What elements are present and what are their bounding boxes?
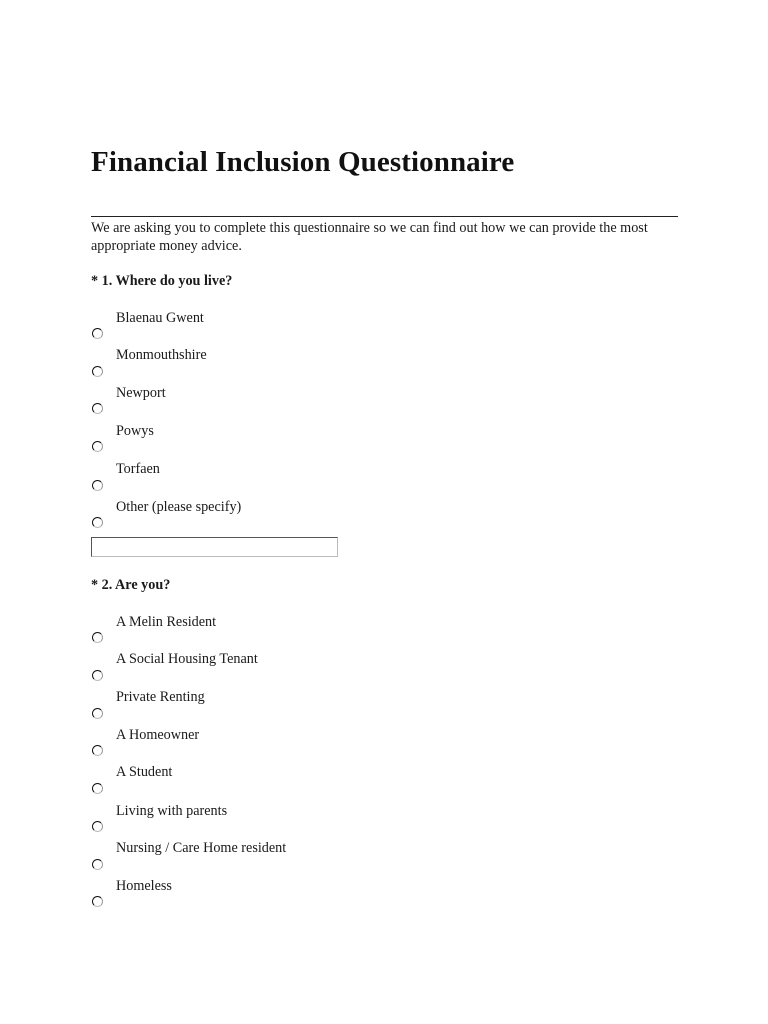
- radio-private-renting[interactable]: [92, 708, 103, 719]
- option-social-housing-tenant-label: A Social Housing Tenant: [116, 651, 258, 667]
- radio-care-home-resident[interactable]: [92, 859, 103, 870]
- option-care-home-resident-label: Nursing / Care Home resident: [116, 840, 287, 856]
- option-homeowner-label: A Homeowner: [116, 727, 200, 743]
- radio-powys[interactable]: [92, 441, 103, 452]
- question-1-label: * 1. Where do you live?: [91, 273, 233, 289]
- radio-homeowner[interactable]: [92, 745, 103, 756]
- intro-text: We are asking you to complete this questionnaire so we can find out how we can provide the most appropriate money advice.: [91, 220, 648, 254]
- title-divider: [91, 216, 678, 217]
- option-blaenau-gwent-label: Blaenau Gwent: [116, 310, 204, 326]
- radio-other[interactable]: [92, 517, 103, 528]
- radio-melin-resident[interactable]: [92, 632, 103, 643]
- page-title: Financial Inclusion Questionnaire: [91, 146, 515, 178]
- option-other-label: Other (please specify): [116, 499, 242, 515]
- option-torfaen-label: Torfaen: [116, 461, 160, 477]
- question-2-label: * 2. Are you?: [91, 577, 171, 593]
- other-specify-input[interactable]: [91, 537, 338, 557]
- radio-student[interactable]: [92, 783, 103, 794]
- radio-homeless[interactable]: [92, 896, 103, 907]
- radio-living-with-parents[interactable]: [92, 821, 103, 832]
- radio-blaenau-gwent[interactable]: [92, 328, 103, 339]
- radio-social-housing-tenant[interactable]: [92, 670, 103, 681]
- option-living-with-parents-label: Living with parents: [116, 803, 228, 819]
- radio-newport[interactable]: [92, 403, 103, 414]
- option-student-label: A Student: [116, 764, 173, 780]
- radio-monmouthshire[interactable]: [92, 366, 103, 377]
- option-private-renting-label: Private Renting: [116, 689, 205, 705]
- option-homeless-label: Homeless: [116, 878, 172, 894]
- radio-torfaen[interactable]: [92, 480, 103, 491]
- option-melin-resident-label: A Melin Resident: [116, 614, 217, 630]
- option-monmouthshire-label: Monmouthshire: [116, 347, 207, 363]
- option-powys-label: Powys: [116, 423, 154, 439]
- option-newport-label: Newport: [116, 385, 166, 401]
